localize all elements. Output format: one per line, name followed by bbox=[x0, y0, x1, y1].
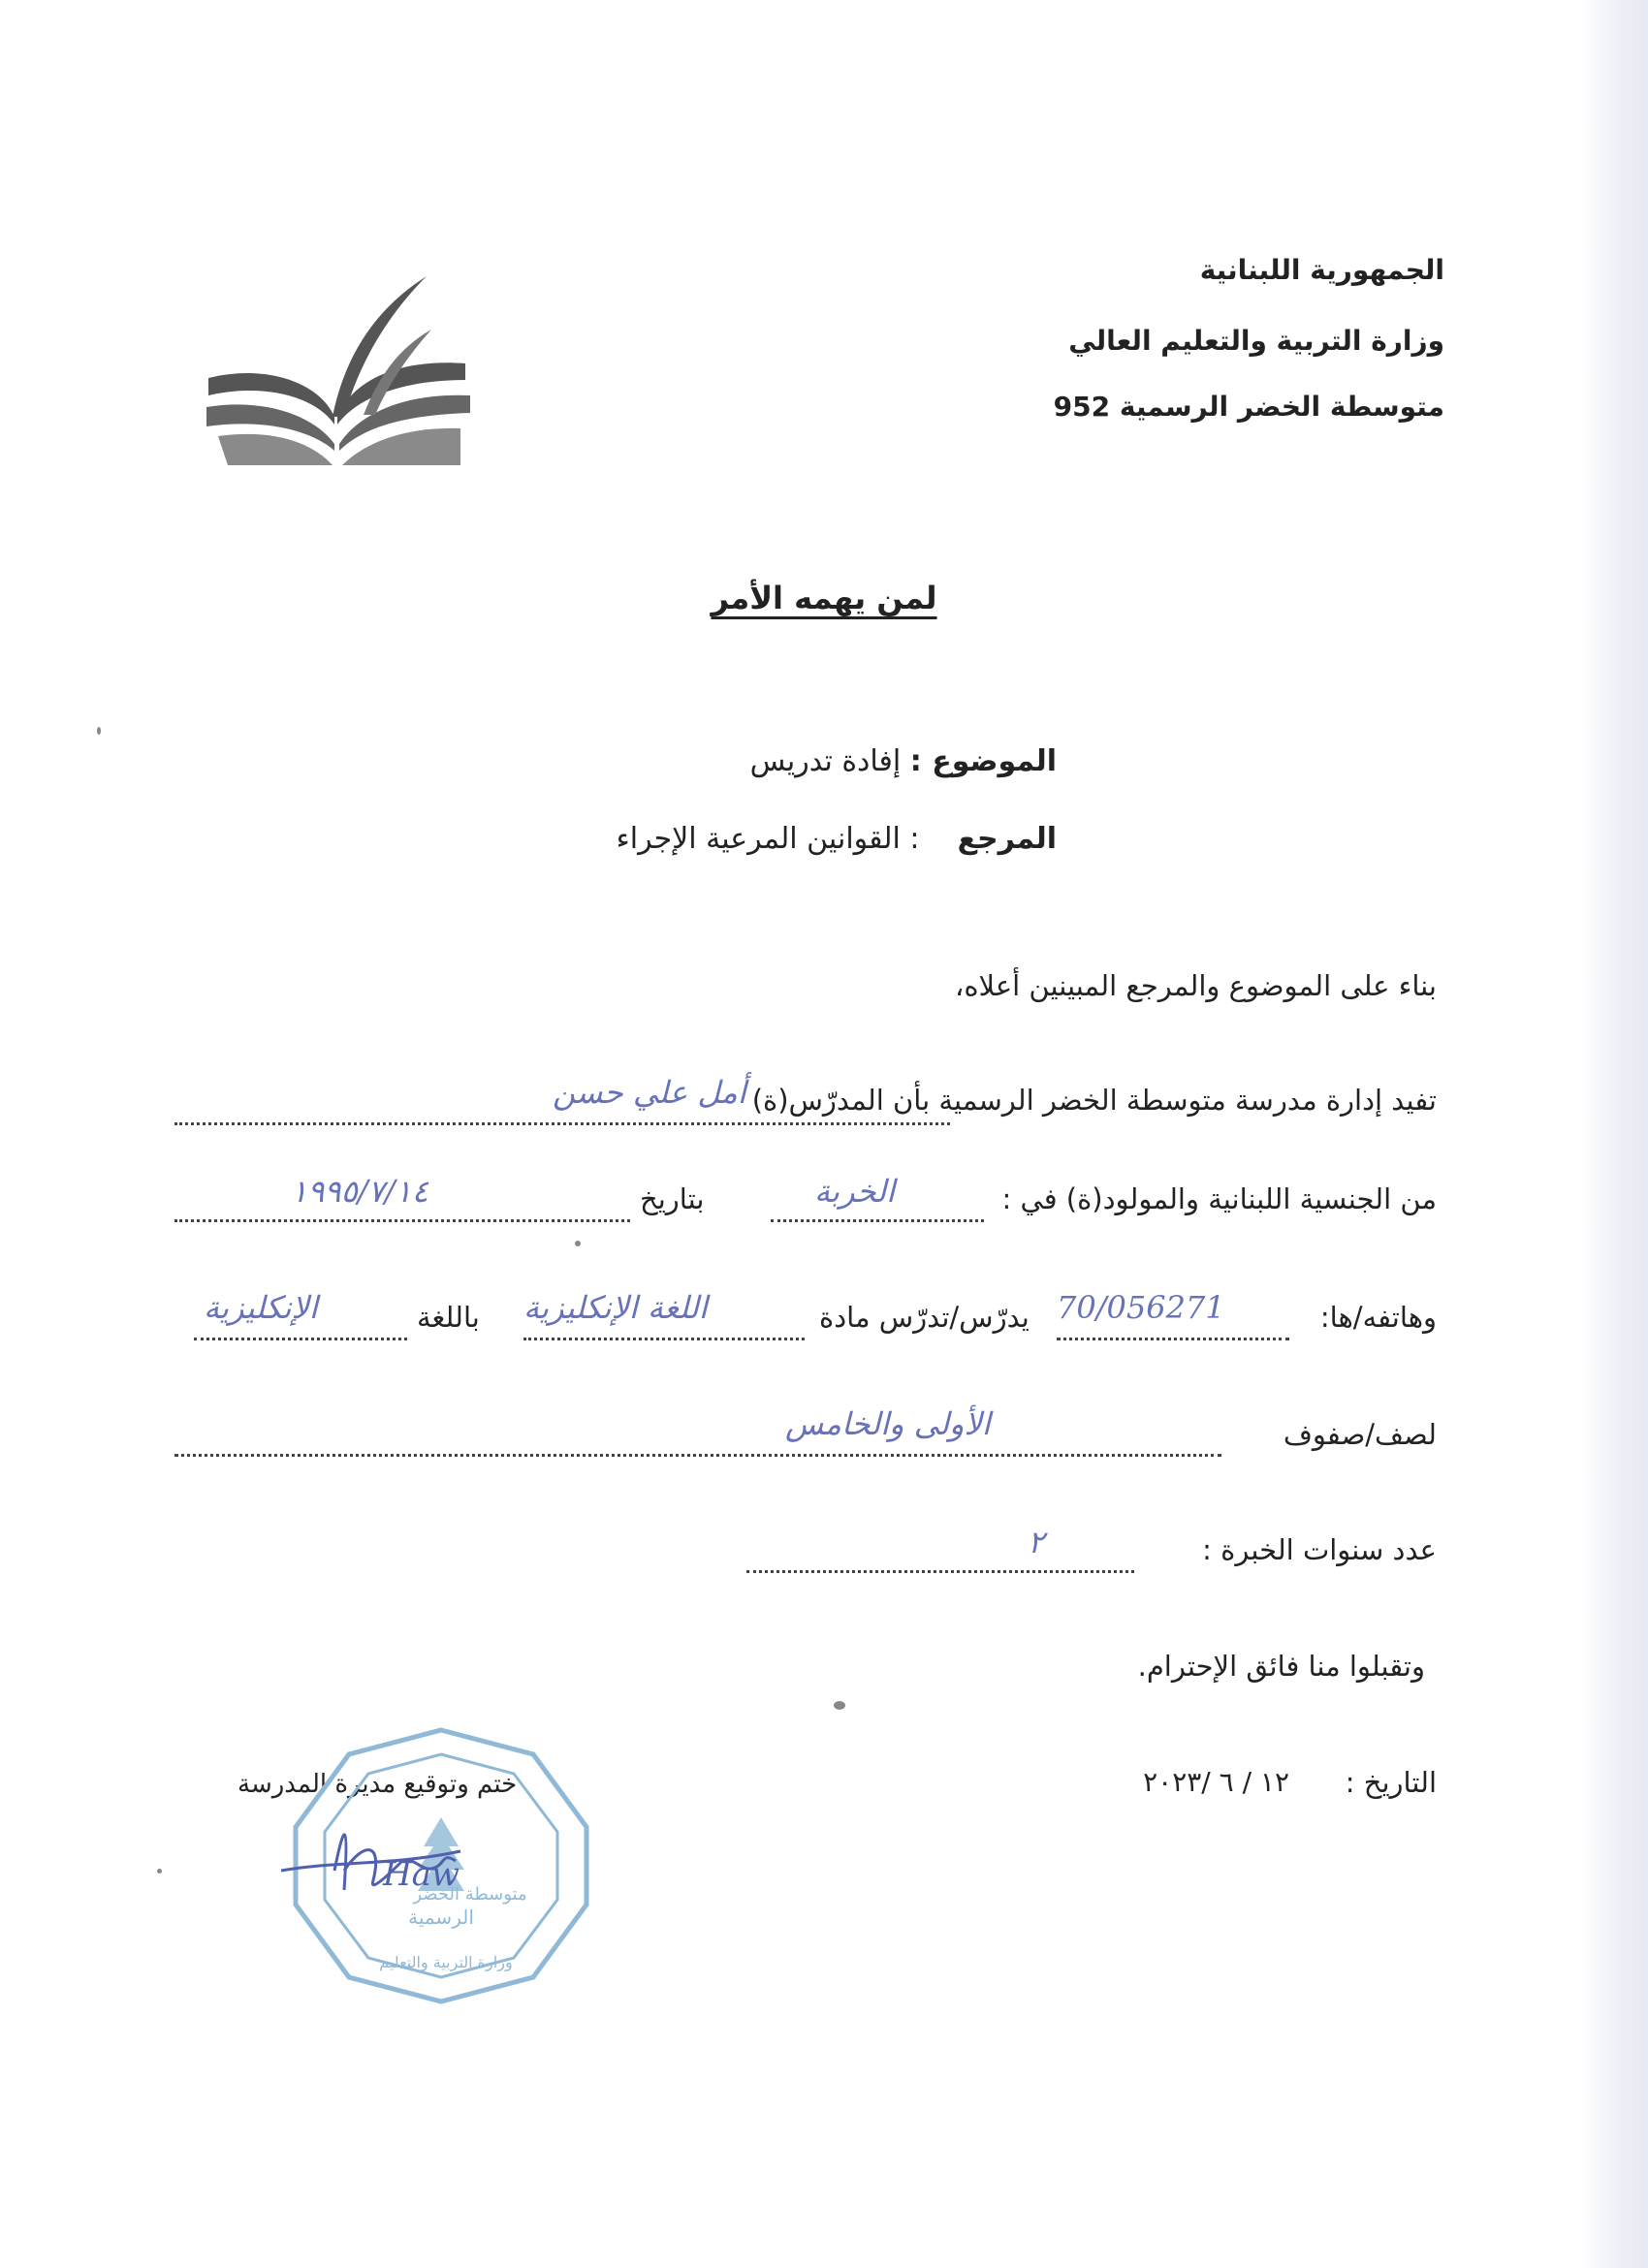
line3-subject: اللغة الإنكليزية bbox=[523, 1289, 708, 1326]
scan-speck bbox=[97, 727, 101, 735]
line2-prefix: من الجنسية اللبنانية والمولود(ة) في : bbox=[1001, 1182, 1437, 1215]
line3-prefix: وهاتفه/ها: bbox=[1319, 1301, 1437, 1334]
line5-years: ٢ bbox=[1028, 1524, 1045, 1560]
scan-edge-shadow bbox=[1580, 0, 1648, 2268]
book-logo-icon bbox=[199, 271, 480, 475]
line3-lang-dots bbox=[194, 1338, 407, 1340]
school-stamp bbox=[276, 1725, 606, 2006]
subject-value: إفادة تدريس bbox=[749, 744, 902, 778]
line1-dots bbox=[174, 1122, 950, 1125]
line3-phone: 70/056271 bbox=[1057, 1289, 1225, 1326]
subject-label: الموضوع : bbox=[909, 744, 1057, 778]
line4-dots bbox=[174, 1454, 1221, 1457]
body-intro: بناء على الموضوع والمرجع المبينين أعلاه، bbox=[955, 969, 1437, 1002]
stamp-seal-icon bbox=[276, 1725, 606, 2006]
line3-lang-label: باللغة bbox=[417, 1301, 480, 1334]
date-value: ١٢ / ٦ /٢٠٢٣ bbox=[1143, 1766, 1289, 1798]
header-ministry: وزارة التربية والتعليم العالي bbox=[1068, 325, 1444, 357]
stamp-text-mid: الرسمية bbox=[408, 1906, 474, 1929]
stamp-text-bottom: وزارة التربية والتعليم bbox=[379, 1953, 513, 1971]
scan-speck bbox=[834, 1701, 845, 1710]
line3-teaches: يدرّس/تدرّس مادة bbox=[819, 1301, 1030, 1334]
reference-line bbox=[617, 822, 1057, 856]
header-republic: الجمهورية اللبنانية bbox=[1199, 254, 1444, 286]
document-title: لمن يهمه الأمر bbox=[711, 580, 937, 616]
subject-line bbox=[750, 744, 1057, 778]
stamp-signature: Haw bbox=[383, 1855, 460, 1894]
line2-birth-place: الخربة bbox=[814, 1173, 896, 1210]
line2-place-dots bbox=[771, 1219, 984, 1222]
line3-phone-dots bbox=[1057, 1338, 1289, 1340]
date-label: التاريخ : bbox=[1345, 1766, 1437, 1799]
reference-label: المرجع bbox=[957, 822, 1057, 856]
line3-language: الإنكليزية bbox=[204, 1289, 318, 1326]
reference-value: : القوانين المرعية الإجراء bbox=[616, 822, 920, 856]
line2-date-dots bbox=[174, 1219, 630, 1222]
stamp-text-top: متوسطة الخضر bbox=[413, 1884, 527, 1905]
scan-speck bbox=[157, 1869, 162, 1874]
line2-birth-date: ١٩٩٥/٧/١٤ bbox=[291, 1173, 428, 1210]
line4-prefix: لصف/صفوف bbox=[1283, 1418, 1437, 1451]
signature-label: ختم وتوقيع مديرة المدرسة bbox=[238, 1770, 518, 1799]
closing-line: وتقبلوا منا فائق الإحترام. bbox=[1137, 1650, 1425, 1683]
line4-classes: الأولى والخامس bbox=[785, 1405, 991, 1442]
line5-dots bbox=[746, 1570, 1134, 1573]
scan-speck bbox=[575, 1241, 581, 1246]
line2-date-label: بتاريخ bbox=[640, 1182, 705, 1215]
line3-subject-dots bbox=[523, 1338, 805, 1340]
line1-teacher-name: أمل علي حسن bbox=[553, 1074, 746, 1111]
line1-prefix: تفيد إدارة مدرسة متوسطة الخضر الرسمية بأن المدرّس(ة) bbox=[751, 1084, 1437, 1117]
header-school: متوسطة الخضر الرسمية 952 bbox=[1053, 391, 1444, 423]
line5-prefix: عدد سنوات الخبرة : bbox=[1202, 1533, 1437, 1566]
